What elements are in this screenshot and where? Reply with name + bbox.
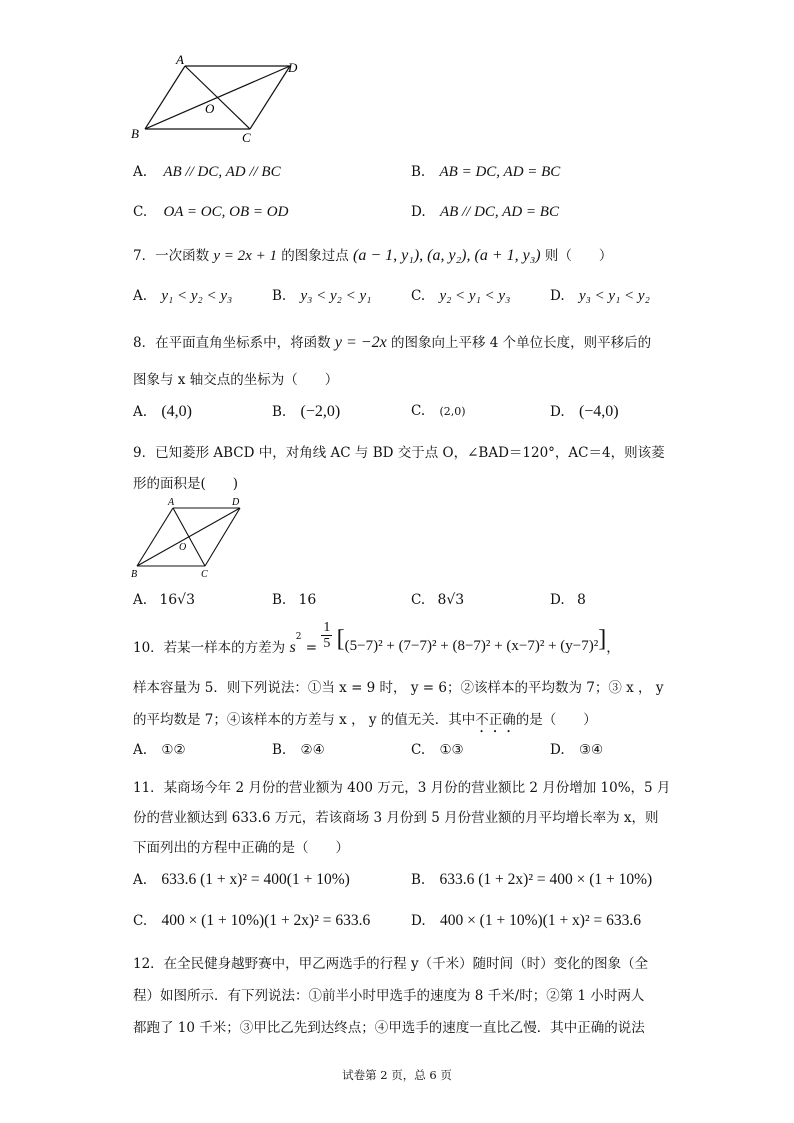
label-c: C [242, 130, 251, 145]
variance-formula: $s^2$ = $\frac{1}{5}$ [(5−7)² + (7−7)² + (8−7)² + (x−7)² + (y−7)²]， [289, 620, 620, 656]
label-c: C [201, 569, 208, 580]
fraction-denominator: 5 [323, 636, 331, 651]
q12-stem-line2: 程）如图所示．有下列说法：①前半小时甲选手的速度为 8 千米/时；②第 1 小时两人 [133, 988, 645, 1004]
diagonal-bd [145, 66, 290, 129]
option-text: (2,0) [439, 405, 466, 418]
q7-option-b [272, 288, 371, 305]
emphasized-not-correct: 不正确 [475, 712, 516, 728]
option-text: 16 [298, 592, 317, 608]
q7-function: y = 2x + 1 [213, 248, 277, 264]
option-label: A. [133, 288, 148, 304]
option-label: B. [272, 592, 287, 608]
q8-suffix: 的图象向上平移 4 个单位长度，则平移后的 [390, 335, 652, 351]
option-label: C. [411, 288, 426, 304]
option-label: D. [550, 592, 565, 608]
option-text: (−2,0) [300, 403, 341, 420]
q11-option-b [411, 871, 652, 889]
option-label: A. [133, 872, 148, 888]
q9-stem-line2: 形的面积是( ) [133, 476, 239, 492]
q8-option-d [550, 403, 619, 421]
q7-option-c [411, 288, 510, 305]
q10-option-b [272, 742, 325, 758]
edge-cd [205, 508, 240, 566]
q10-line3-end: 的是（ ） [515, 712, 597, 728]
q9-option-b [272, 592, 316, 608]
option-label: D. [550, 404, 565, 420]
page-footer: 试卷第 2 页，总 6 页 [342, 1068, 452, 1082]
q10-option-a [133, 742, 186, 758]
option-label: D. [411, 204, 426, 220]
option-label: D. [550, 288, 565, 304]
fraction-numerator: 1 [323, 620, 331, 635]
option-label: A. [133, 592, 148, 608]
option-text: y₂ < y₁ < y₃ [439, 288, 511, 304]
option-text: ③④ [578, 742, 604, 758]
rhombus-figure [128, 494, 258, 582]
option-text: (4,0) [161, 403, 192, 420]
option-text: 16√3 [159, 592, 195, 608]
q8-prefix: 8．在平面直角坐标系中，将函数 [133, 335, 331, 351]
q7-option-a [133, 288, 232, 305]
formula-body: (5−7)² + (7−7)² + (8−7)² + (x−7)² + (y−7)² [344, 638, 599, 654]
bracket-left: [ [336, 626, 345, 652]
option-text: 633.6 (1 + x)² = 400(1 + 10%) [161, 871, 350, 888]
option-label: C. [411, 403, 426, 419]
option-label: A. [133, 404, 148, 420]
option-label: A. [133, 742, 148, 758]
q9-option-d [550, 592, 586, 608]
q7-mid: 的图象过点 [281, 248, 349, 264]
q10-prefix: 10．若某一样本的方差为 [133, 640, 286, 656]
edge-ab [137, 508, 173, 566]
q11-stem-line1: 11．某商场今年 2 月份的营业额为 400 万元，3 月份的营业额比 2 月份增加 10%，5 月 [133, 780, 671, 796]
option-label: B. [272, 742, 287, 758]
option-text: 8 [576, 592, 586, 608]
edge-ab [145, 66, 185, 129]
q9-stem-line1: 9．已知菱形 ABCD 中，对角线 AC 与 BD 交于点 O，∠BAD＝120°，AC＝4，则该菱 [133, 445, 665, 461]
q10-stem-line1 [133, 620, 620, 660]
option-text: 400 × (1 + 10%)(1 + x)² = 633.6 [439, 912, 641, 929]
q8-function: y = −2x [334, 334, 387, 351]
q6-option-b [411, 164, 560, 181]
q12-stem-line3: 都跑了 10 千米；③甲比乙先到达终点；④甲选手的速度一直比乙慢．其中正确的说法 [133, 1020, 645, 1036]
diagonal-bd [137, 508, 240, 566]
option-label: C. [411, 742, 426, 758]
q11-option-d [411, 912, 641, 930]
q11-stem-line3: 下面列出的方程中正确的是（ ） [133, 840, 349, 856]
option-label: C. [133, 913, 148, 929]
option-text: ①③ [439, 742, 464, 758]
option-text: 8√3 [437, 592, 465, 608]
q6-option-a [133, 164, 281, 181]
label-o: O [179, 542, 187, 553]
edge-cd [250, 66, 290, 129]
q7-prefix: 7．一次函数 [133, 248, 210, 264]
q10-line3-start: 的平均数是 7；④该样本的方差与 x ， y 的值无关．其中 [133, 712, 476, 728]
option-label: B. [411, 872, 426, 888]
formula-sup: 2 [295, 631, 302, 642]
option-text: AB // DC, AD = BC [439, 204, 559, 220]
q9-option-a [133, 592, 195, 608]
formula-eq: = [305, 640, 318, 656]
option-label: B. [411, 164, 426, 180]
bracket-right: ] [598, 626, 607, 652]
option-label: C. [133, 204, 148, 220]
option-text: ①② [161, 742, 186, 758]
q8-stem-line1 [133, 331, 651, 352]
option-text: AB = DC, AD = BC [439, 164, 561, 180]
q11-stem-line2: 份的营业额达到 633.6 万元，若该商场 3 月份到 5 月份营业额的月平均增长率为 x，则 [133, 810, 659, 826]
option-text: y₃ < y₁ < y₂ [578, 288, 650, 304]
q8-option-c [411, 403, 466, 419]
formula-s: s [289, 639, 296, 656]
option-label: B. [272, 404, 287, 420]
q10-option-c [411, 742, 464, 758]
q12-stem-line1: 12．在全民健身越野赛中，甲乙两选手的行程 y（千米）随时间（时）变化的图象（全 [133, 956, 649, 972]
q8-option-b [272, 403, 340, 421]
q10-stem-line2: 样本容量为 5．则下列说法：①当 x = 9 时， y = 6；②该样本的平均数为 7；③ x ， y [133, 680, 664, 696]
label-b: B [131, 126, 139, 141]
option-text: 400 × (1 + 10%)(1 + 2x)² = 633.6 [161, 912, 371, 929]
label-a: A [168, 497, 175, 508]
q11-option-c [133, 912, 370, 930]
q7-suffix: 则（ ） [544, 248, 613, 264]
label-d: D [232, 497, 240, 508]
option-text: y₁ < y₂ < y₃ [161, 288, 233, 304]
option-label: C. [411, 592, 426, 608]
parallelogram-figure [128, 52, 318, 148]
option-text: 633.6 (1 + 2x)² = 400 × (1 + 10%) [439, 871, 653, 888]
q7-points: (a − 1, y₁), (a, y₂), (a + 1, y₃) [353, 247, 541, 264]
q9-option-c [411, 592, 464, 608]
option-text: OA = OC, OB = OD [163, 204, 289, 220]
option-label: A. [133, 164, 148, 180]
q7-stem [133, 244, 612, 265]
q11-option-a [133, 871, 350, 889]
label-a: A [176, 52, 184, 67]
option-text: ②④ [300, 742, 325, 758]
q10-stem-line3 [133, 708, 597, 736]
option-text: (−4,0) [578, 403, 619, 420]
q8-stem-line2: 图象与 x 轴交点的坐标为（ ） [133, 372, 339, 388]
q6-option-d [411, 204, 559, 221]
q10-option-d [550, 742, 603, 758]
label-o: O [205, 101, 215, 116]
label-b: B [131, 569, 138, 580]
fraction [321, 620, 332, 651]
label-d: D [288, 60, 298, 75]
option-label: B. [272, 288, 287, 304]
q6-option-c [133, 204, 288, 221]
option-label: D. [550, 742, 565, 758]
q8-option-a [133, 403, 192, 421]
option-text: AB // DC, AD // BC [163, 164, 281, 180]
q7-option-d [550, 288, 650, 305]
option-text: y₃ < y₂ < y₁ [300, 288, 372, 304]
option-label: D. [411, 913, 426, 929]
